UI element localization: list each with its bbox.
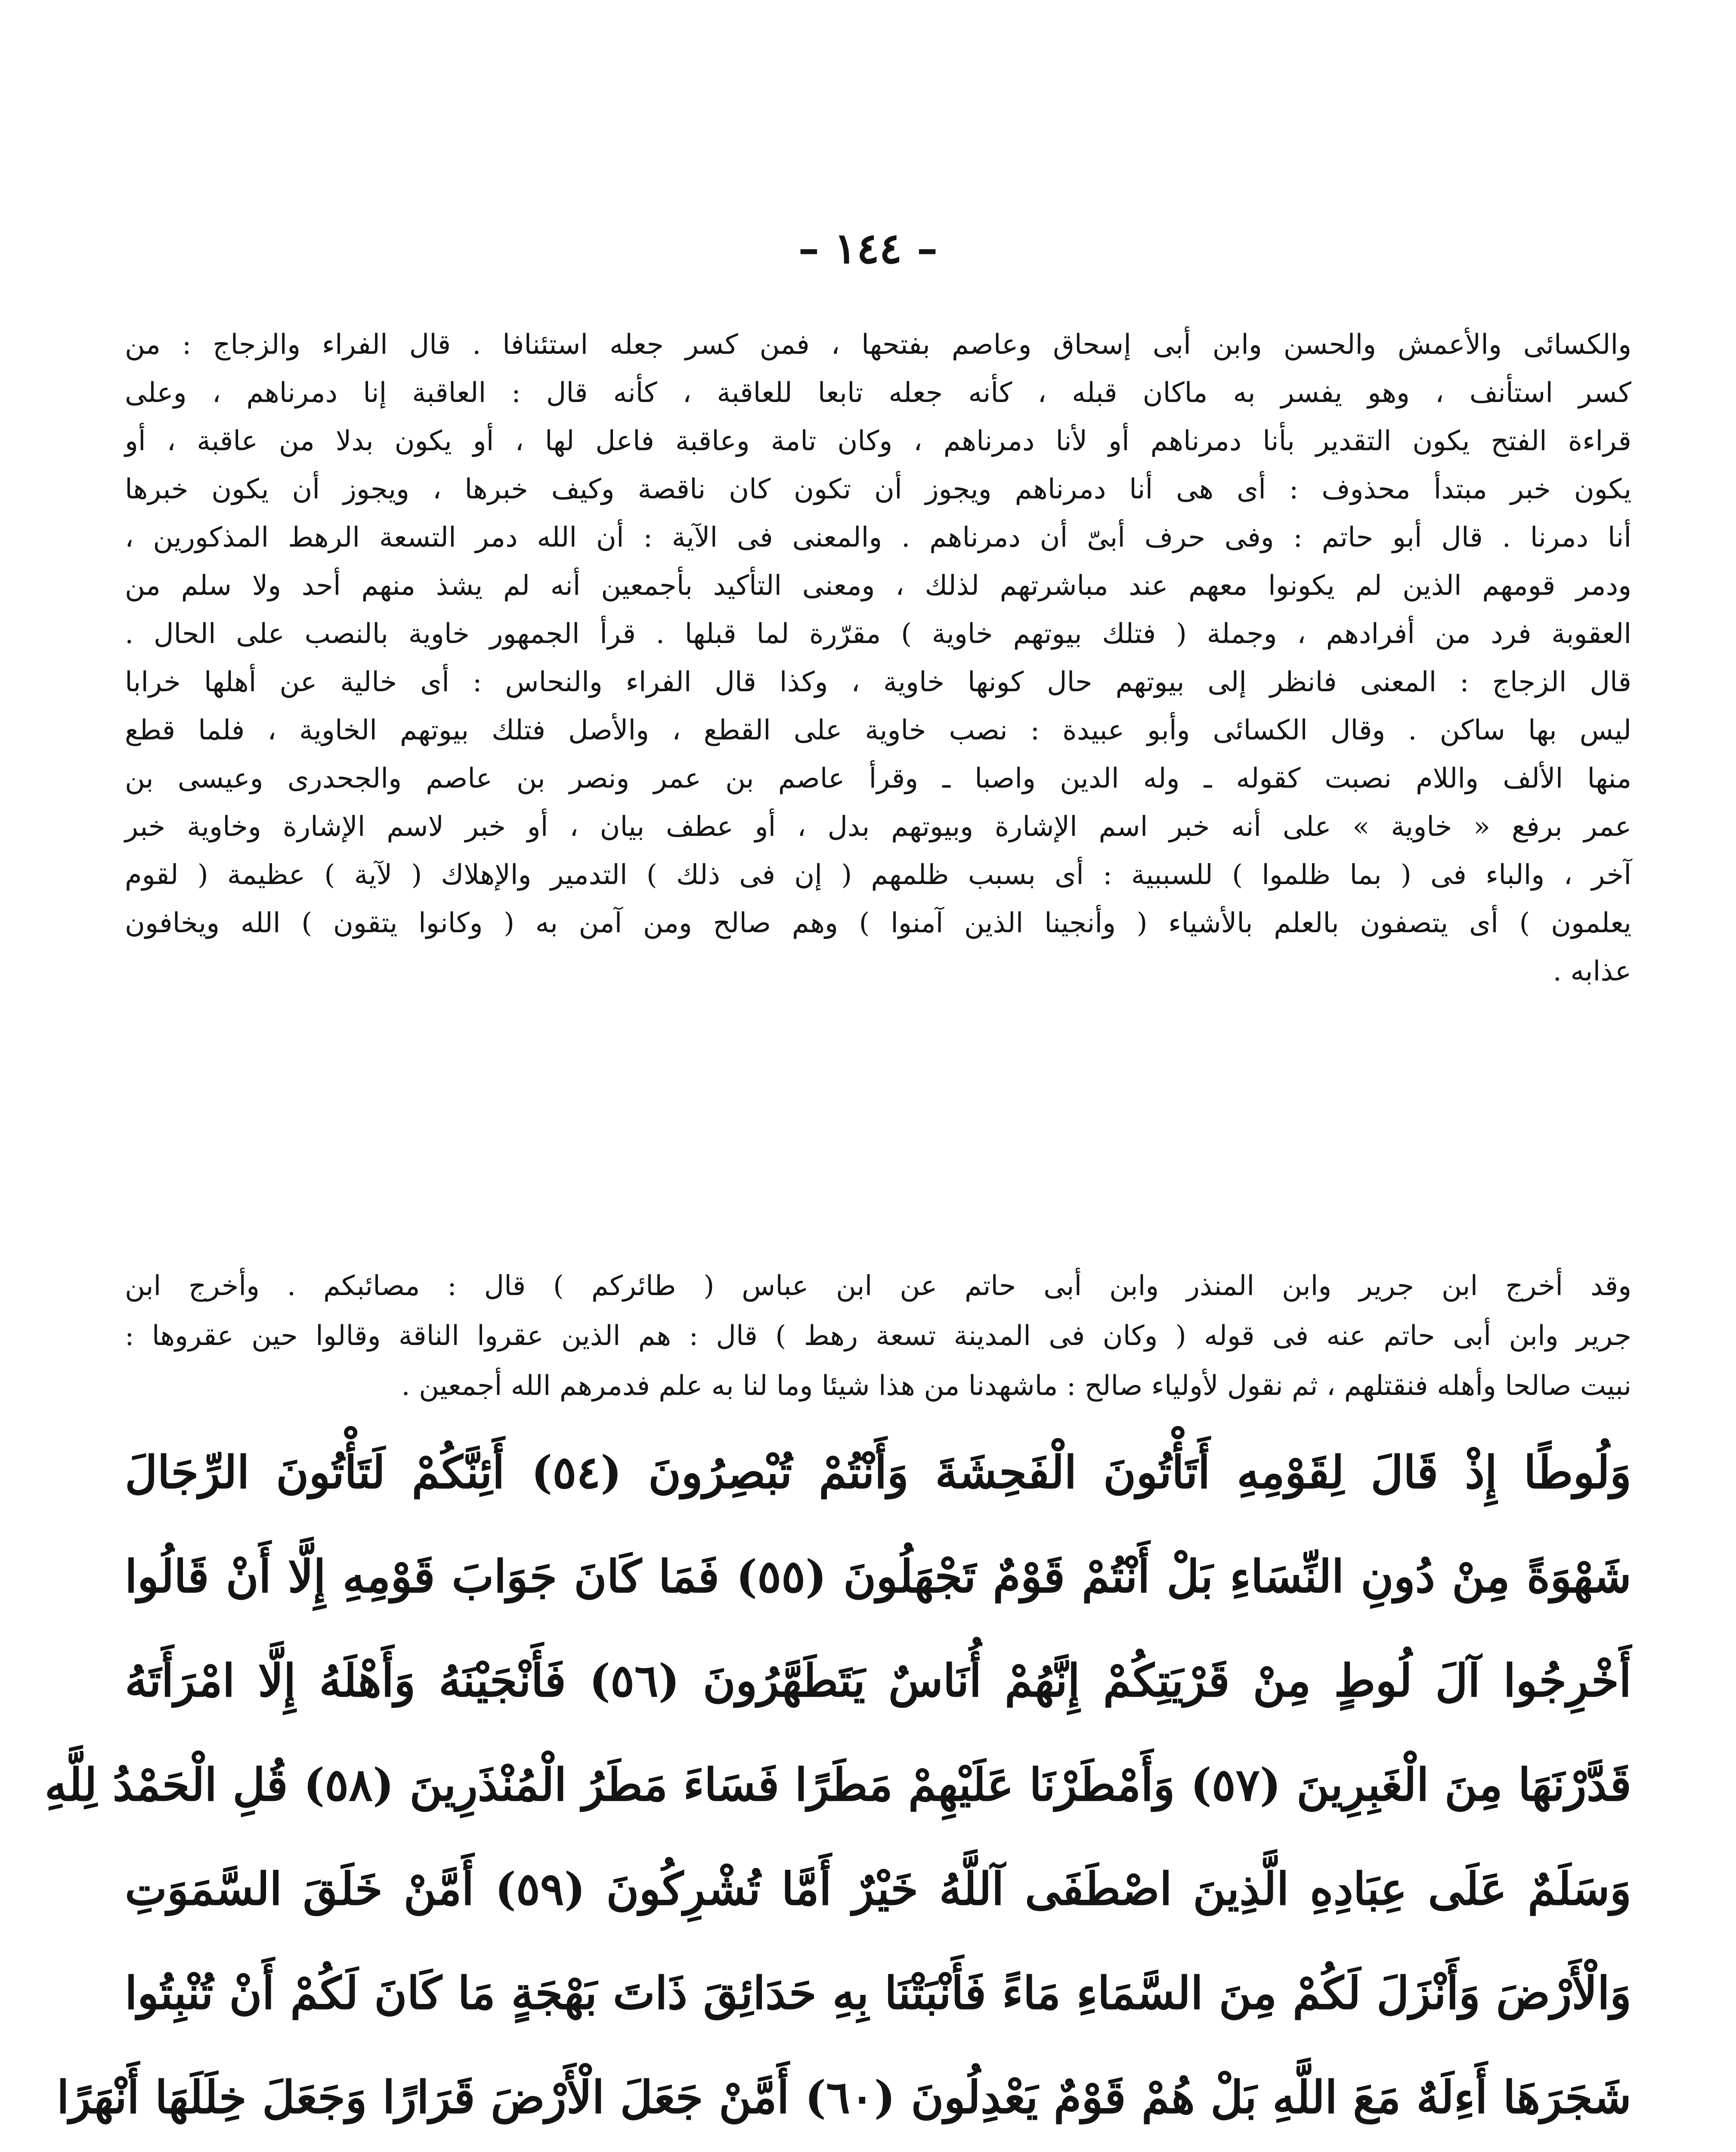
tafsir-line: آخر ، والباء فى ( بما ظلموا ) للسببية : أى بسبب ظلمهم ( إن فى ذلك ) التدمير والإهلاك ( لآية ) عظيمة ( لقوم bbox=[125, 859, 1631, 891]
quran-line: وَسَلَمٌ عَلَى عِبَادِهِ الَّذِينَ اصْطَفَى آللَّهُ خَيْرٌ أَمَّا تُشْرِكُونَ (٥٩) أَمَّنْ خَلَقَ السَّمَوَتِ bbox=[125, 1862, 1631, 1915]
quran-line: شَجَرَهَا أَءِلَهٌ مَعَ اللَّهِ بَلْ هُمْ قَوْمٌ يَعْدِلُونَ (٦٠) أَمَّنْ جَعَلَ الْأَرْضَ قَرَارًا وَجَعَلَ خِلَلَهَا أَنْهَرًا bbox=[56, 2071, 1631, 2124]
tafsir-line: والكسائى والأعمش والحسن وابن أبى إسحاق وعاصم بفتحها ، فمن كسر جعله استئنافا . قال الفراء والزجاج : من bbox=[125, 329, 1632, 361]
athar-line: وقد أخرج ابن جرير وابن المنذر وابن أبى حاتم عن ابن عباس ( طائركم ) قال : مصائبكم . وأخرج ابن bbox=[125, 1270, 1631, 1302]
tafsir-line: عذابه . bbox=[1553, 955, 1631, 987]
tafsir-line: يكون خبر مبتدأ محذوف : أى هى أنا دمرناهم ويجوز أن تكون كان ناقصة وكيف خبرها ، ويجوز أن يكون خبرها bbox=[125, 473, 1631, 505]
page-number: – ١٤٤ – bbox=[798, 224, 938, 273]
tafsir-line: قراءة الفتح يكون التقدير بأنا دمرناهم أو لأنا دمرناهم ، وكان تامة وعاقبة فاعل لها ، أو يكون بدلا من عاقبة ، أو bbox=[125, 425, 1632, 457]
quran-verses bbox=[44, 1420, 1631, 2152]
quran-line bbox=[125, 2149, 1631, 2152]
athar-line: نبيت صالحا وأهله فنقتلهم ، ثم نقول لأولياء صالح : ماشهدنا من هذا شيئا وما لنا به علم فدمرهم الله أجمعين . bbox=[401, 1370, 1631, 1402]
tafsir-commentary bbox=[125, 321, 1631, 996]
athar-narrations bbox=[125, 1261, 1631, 1411]
quran-line: قَدَّرْنَهَا مِنَ الْغَبِرِينَ (٥٧) وَأَمْطَرْنَا عَلَيْهِمْ مَطَرًا فَسَاءَ مَطَرُ الْمُنْذَرِينَ (٥٨) قُلِ الْحَمْدُ لِلَّهِ bbox=[44, 1758, 1631, 1811]
quran-line: أَخْرِجُوا آلَ لُوطٍ مِنْ قَرْيَتِكُمْ إِنَّهُمْ أُنَاسٌ يَتَطَهَّرُونَ (٥٦) فَأَنْجَيْنَهُ وَأَهْلَهُ إِلَّا امْرَأَتَهُ bbox=[125, 1654, 1631, 1707]
tafsir-line: منها الألف واللام نصبت كقوله ـ وله الدين واصبا ـ وقرأ عاصم بن عمر ونصر بن عاصم والجحدرى وعيسى بن bbox=[125, 763, 1632, 795]
tafsir-line: قال الزجاج : المعنى فانظر إلى بيوتهم حال كونها خاوية ، وكذا قال الفراء والنحاس : أى خالية عن أهلها خرابا bbox=[125, 666, 1631, 698]
tafsir-line: ودمر قومهم الذين لم يكونوا معهم عند مباشرتهم لذلك ، ومعنى التأكيد بأجمعين أنه لم يشذ منهم أحد ولا سلم من bbox=[125, 570, 1631, 602]
tafsir-line: العقوبة فرد من أفرادهم ، وجملة ( فتلك بيوتهم خاوية ) مقرّرة لما قبلها . قرأ الجمهور خاوية بالنصب على الحال . bbox=[125, 618, 1632, 650]
quran-line: وَالْأَرْضَ وَأَنْزَلَ لَكُمْ مِنَ السَّمَاءِ مَاءً فَأَنْبَتْنَا بِهِ حَدَائِقَ ذَاتَ بَهْجَةٍ مَا كَانَ لَكُمْ أَنْ تُنْبِتُوا bbox=[125, 1966, 1631, 2019]
quran-line: شَهْوَةً مِنْ دُونِ النِّسَاءِ بَلْ أَنْتُمْ قَوْمٌ تَجْهَلُونَ (٥٥) فَمَا كَانَ جَوَابَ قَوْمِهِ إِلَّا أَنْ قَالُوا bbox=[125, 1550, 1631, 1603]
tafsir-line: ليس بها ساكن . وقال الكسائى وأبو عبيدة : نصب خاوية على القطع ، والأصل فتلك بيوتهم الخاوية ، فلما قطع bbox=[125, 714, 1631, 746]
tafsir-line: يعلمون ) أى يتصفون بالعلم بالأشياء ( وأنجينا الذين آمنوا ) وهم صالح ومن آمن به ( وكانوا يتقون ) الله ويخافون bbox=[125, 907, 1631, 939]
tafsir-line: أنا دمرنا . قال أبو حاتم : وفى حرف أبىّ أن دمرناهم . والمعنى فى الآية : أن الله دمر التسعة الرهط المذكورين ، bbox=[125, 522, 1631, 553]
tafsir-line: كسر استأنف ، وهو يفسر به ماكان قبله ، كأنه جعله تابعا للعاقبة ، كأنه قال : العاقبة إنا دمرناهم ، وعلى bbox=[125, 377, 1632, 409]
tafsir-line: عمر برفع « خاوية » على أنه خبر اسم الإشارة وبيوتهم بدل ، أو عطف بيان ، أو خبر لاسم الإشارة وخاوية خبر bbox=[125, 811, 1631, 843]
athar-line: جرير وابن أبى حاتم عنه فى قوله ( وكان فى المدينة تسعة رهط ) قال : هم الذين عقروا الناقة وقالوا حين عقروها : bbox=[125, 1320, 1631, 1352]
quran-line: وَلُوطًا إِذْ قَالَ لِقَوْمِهِ أَتَأْتُونَ الْفَحِشَةَ وَأَنْتُمْ تُبْصِرُونَ (٥٤) أَئِنَّكُمْ لَتَأْتُونَ الرِّجَالَ bbox=[125, 1446, 1631, 1499]
